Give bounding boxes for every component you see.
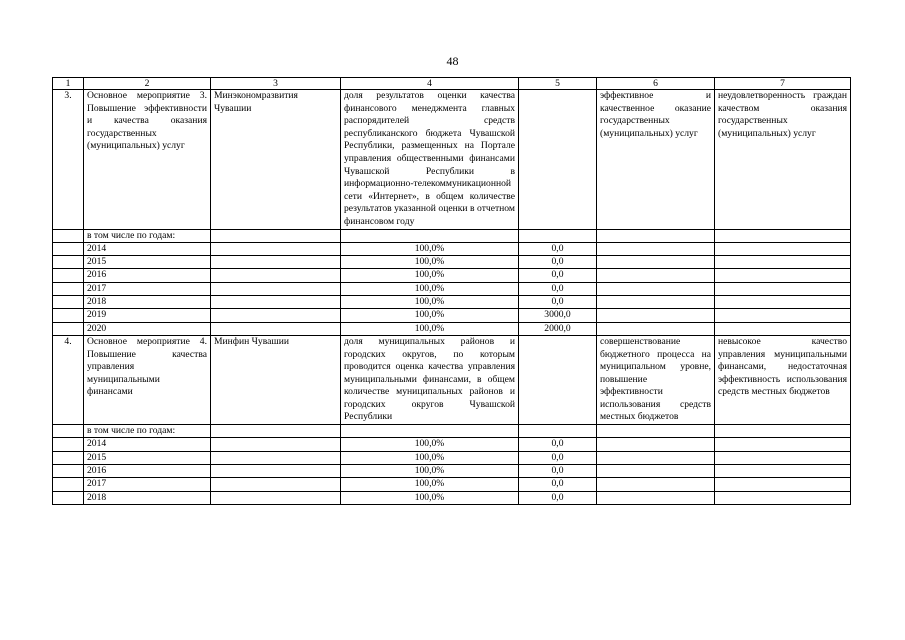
year: 2014 <box>84 242 211 255</box>
section-row <box>53 90 851 230</box>
executor: Минфин Чувашии <box>211 335 341 424</box>
year: 2015 <box>84 451 211 464</box>
indicator-value: 100,0% <box>341 464 519 477</box>
header-cell: 2 <box>84 78 211 90</box>
amount: 0,0 <box>519 478 597 491</box>
indicator-text: доля результатов оценки качества финансового менеджмента главных распорядителей средств республиканского бюджета Чувашской Республики, размещенных на Портале управления общественными финансами Чувашской Республики в информационно-телекоммуникационной сети «Интернет», в общем количестве результатов указанной оценки в отчетном финансовом году <box>341 90 519 230</box>
year-row <box>53 282 851 295</box>
year-row <box>53 296 851 309</box>
year-row <box>53 491 851 504</box>
year: 2019 <box>84 309 211 322</box>
section-number: 4. <box>53 335 84 424</box>
indicator-text: доля муниципальных районов и городских округов, по которым проводится оценка качества управления муниципальными финансами, в общем количестве муниципальных районов и городских округов Чувашской Республики <box>341 335 519 424</box>
indicator-value: 100,0% <box>341 242 519 255</box>
program-table <box>52 77 851 505</box>
amount: 0,0 <box>519 451 597 464</box>
section-row <box>53 335 851 424</box>
indicator-value: 100,0% <box>341 282 519 295</box>
expected-result: совершенствование бюджетного процесса на муниципальном уровне, повышение эффективности использования средств местных бюджетов <box>597 335 715 424</box>
empty-cell <box>53 229 84 242</box>
year-row <box>53 322 851 335</box>
year-row <box>53 451 851 464</box>
by-years-row <box>53 229 851 242</box>
year: 2016 <box>84 464 211 477</box>
year: 2017 <box>84 478 211 491</box>
page-number: 48 <box>446 54 459 68</box>
year: 2017 <box>84 282 211 295</box>
empty-cell <box>519 335 597 424</box>
measure-name: Основное мероприятие 4. Повышение качества управления муниципальными финансами <box>84 335 211 424</box>
year: 2015 <box>84 256 211 269</box>
by-years-row <box>53 425 851 438</box>
executor: Минэкономразвития Чувашии <box>211 90 341 230</box>
expected-result: эффективное и качественное оказание государственных (муниципальных) услуг <box>597 90 715 230</box>
measure-name: Основное мероприятие 3. Повышение эффективности и качества оказания государственных (муниципальных) услуг <box>84 90 211 230</box>
amount: 0,0 <box>519 296 597 309</box>
indicator-value: 100,0% <box>341 256 519 269</box>
indicator-value: 100,0% <box>341 296 519 309</box>
year: 2018 <box>84 491 211 504</box>
year: 2016 <box>84 269 211 282</box>
header-cell: 1 <box>53 78 84 90</box>
amount: 0,0 <box>519 269 597 282</box>
by-years-label: в том числе по годам: <box>84 229 211 242</box>
header-cell: 7 <box>715 78 851 90</box>
year-row <box>53 269 851 282</box>
amount: 0,0 <box>519 256 597 269</box>
amount: 3000,0 <box>519 309 597 322</box>
amount: 0,0 <box>519 491 597 504</box>
year-row <box>53 478 851 491</box>
year-row <box>53 464 851 477</box>
indicator-value: 100,0% <box>341 322 519 335</box>
year-row <box>53 256 851 269</box>
year: 2018 <box>84 296 211 309</box>
indicator-value: 100,0% <box>341 491 519 504</box>
header-cell: 3 <box>211 78 341 90</box>
amount: 2000,0 <box>519 322 597 335</box>
header-cell: 4 <box>341 78 519 90</box>
indicator-value: 100,0% <box>341 269 519 282</box>
amount: 0,0 <box>519 282 597 295</box>
indicator-value: 100,0% <box>341 451 519 464</box>
section-number: 3. <box>53 90 84 230</box>
year: 2020 <box>84 322 211 335</box>
empty-cell <box>519 90 597 230</box>
amount: 0,0 <box>519 242 597 255</box>
year-row <box>53 242 851 255</box>
indicator-value: 100,0% <box>341 478 519 491</box>
risk-consequence: невысокое качество управления муниципальными финансами, недостаточная эффективность использования средств местных бюджетов <box>715 335 851 424</box>
header-cell: 5 <box>519 78 597 90</box>
risk-consequence: неудовлетворенность граждан качеством оказания государственных (муниципальных) услуг <box>715 90 851 230</box>
header-row <box>53 78 851 90</box>
amount: 0,0 <box>519 438 597 451</box>
header-cell: 6 <box>597 78 715 90</box>
indicator-value: 100,0% <box>341 438 519 451</box>
by-years-label: в том числе по годам: <box>84 425 211 438</box>
empty-cell <box>53 425 84 438</box>
year-row <box>53 438 851 451</box>
indicator-value: 100,0% <box>341 309 519 322</box>
year-row <box>53 309 851 322</box>
amount: 0,0 <box>519 464 597 477</box>
year: 2014 <box>84 438 211 451</box>
